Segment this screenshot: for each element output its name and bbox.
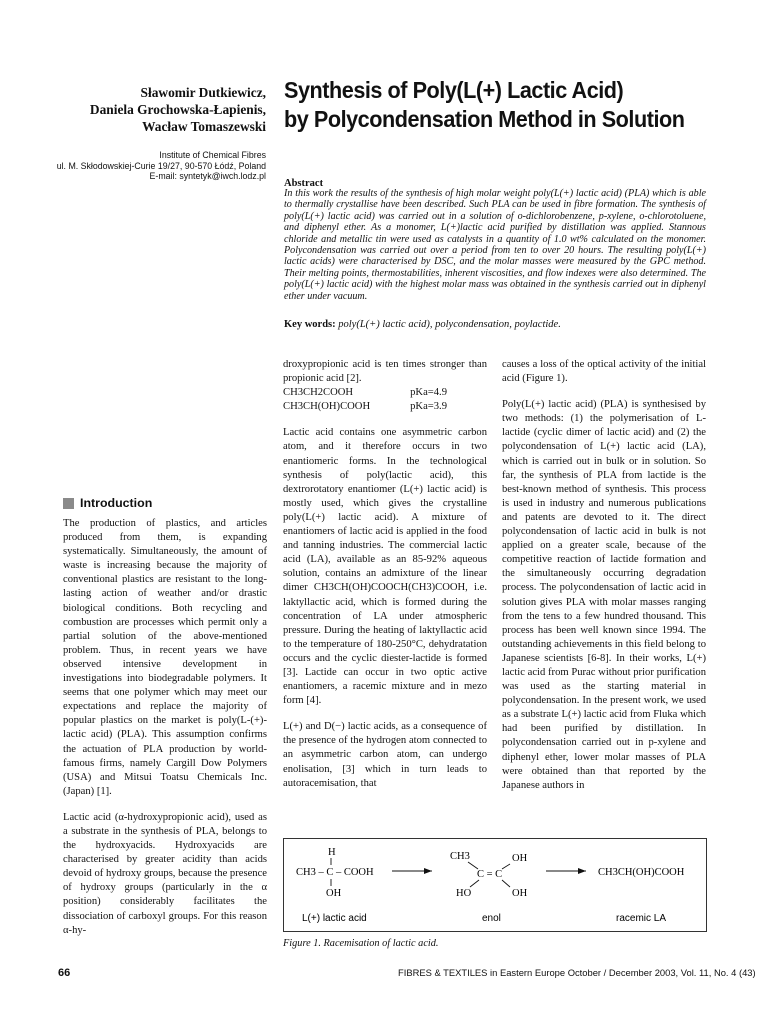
keywords-text: poly(L(+) lactic acid), polycondensation, poylactide.: [335, 319, 561, 330]
author-list: [40, 84, 266, 135]
affiliation-email: E-mail: syntetyk@iwch.lodz.pl: [149, 171, 266, 181]
racemisation-scheme: [284, 839, 706, 931]
column-1: [63, 517, 267, 950]
pka-row-2: [283, 400, 487, 414]
intro-paragraph-2: Lactic acid (α-hydroxypropionic acid), used as a substrate in the synthesis of PLA, belongs to the hydroxyacids. Hydroxyacids are characterised by greater acidity than acids devoid of hydroxy groups, because the presence of hydroxy groups (particularly in the α position) considerably facilitates the dissociation of carboxyl groups. For this reason α-hy-: [63, 811, 267, 936]
journal-footer: FIBRES & TEXTILES in Eastern Europe October / December 2003, Vol. 11, No. 4 (43): [398, 967, 756, 978]
col3-paragraph-0: causes a loss of the optical activity of the initial acid (Figure 1).: [502, 359, 706, 385]
affiliation-address: ul. M. Skłodowskiej-Curie 19/27, 90-570 Łódź, Poland: [56, 160, 266, 171]
enol-oh-top: OH: [512, 853, 528, 864]
left-h: H: [328, 847, 336, 858]
column-2: [283, 358, 487, 803]
keywords: [284, 319, 754, 330]
col2-paragraph-1: Lactic acid contains one asymmetric carbon atom, and it therefore occurs in two enantiomeric forms. In the technological synthesis of poly(lactic acid), this dextrorotatory enantiomer (L(+) lactic acid) is mostly used, which gives the crystalline poly(L(+) lactic acid). A mixture of enantiomers of lactic acid is applied in the food and tanning industries. The commercial lactic acid (LA), available as an 85-92% aqueous solution, contains an admixture of the linear dimer CH3CH(OH)COOCH(CH3)COOH, i.e. laktyllactic acid, which is formed during the concentration of LA under atmospheric pressure. During the heating of laktyllactic acid to the temperature of 180-250°C, dehydratation occurs and the cyclic diester-lactide is formed [3]. Lactide can occur in two optic active enantiomers, a racemic mixture and in mezo form [4].: [283, 427, 487, 707]
col2-paragraph-0: droxypropionic acid is ten times stronger than propionic acid [2].: [283, 359, 487, 385]
enol-oh-bottom: OH: [512, 888, 528, 899]
column-3: [502, 358, 706, 805]
left-oh: OH: [326, 888, 342, 899]
author-1: Sławomir Dutkiewicz,: [140, 85, 266, 100]
formula-lactic: CH3CH(OH)COOH: [283, 401, 371, 413]
figure-1-box: [283, 838, 707, 932]
label-enol: enol: [482, 913, 501, 924]
col3-paragraph-1: Poly(L(+) lactic acid) (PLA) is synthesised by two methods: (1) the polymerisation of L-lactide (cyclic dimer of lactic acid) and (2) the polycondensation of L(+) lactic acid (LA), which is carried out in bulk or in solution. So far, the synthesis of PLA from lactide is the best-known method of synthesis. This process is used in industry and numerous publications and patents are devoted to it. The direct polycondensation of lactic acid in bulk is not applied on a greater scale, because of the competitive reaction of lactide formation and the simultaneously occurring degradation process. The polycondensation of lactic acid in solution gives PLA with molar masses ranging from the tens to a few hundred thousand. This process has been well known since 1994. The outstanding achievements in this field belong to Japanese scientists [6-8]. In their works, L(+) lactic acid from Purac without prior purification was used as the starting material in polycondensation. In the present work, we used as a substrate L(+) lactic acid from Fluka which had been purified by distillation. In polycondensation carried out in p-xylene and diphenyl ether, lower molar masses of PLA were obtained than that reported by the Japanese authors in: [502, 399, 706, 791]
abstract-heading: Abstract: [284, 178, 324, 189]
introduction-heading-text: Introduction: [80, 496, 153, 510]
left-chain: CH3 – C – COOH: [296, 867, 374, 878]
figure-1-caption: Figure 1. Racemisation of lactic acid.: [283, 938, 439, 949]
label-racemic-la: racemic LA: [616, 913, 667, 924]
introduction-heading: [63, 496, 152, 510]
label-l-lactic-acid: L(+) lactic acid: [302, 913, 367, 924]
title-line-1: Synthesis of Poly(L(+) Lactic Acid): [284, 77, 624, 103]
section-square-icon: [63, 498, 74, 509]
formula-propionic: CH3CH2COOH: [283, 387, 354, 399]
col2-paragraph-2: L(+) and D(−) lactic acids, as a consequence of the presence of the hydrogen atom connected to an asymmetric carbon atom, can undergo enolisation, [3] which in turn leads to autoracemisation, that: [283, 721, 487, 789]
pka-value-1: pKa=4.9: [410, 387, 447, 399]
enol-ch3: CH3: [450, 851, 470, 862]
author-2: Daniela Grochowska-Łapienis,: [89, 102, 266, 117]
pka-row-1: [283, 386, 487, 400]
pka-value-2: pKa=3.9: [410, 401, 447, 413]
enol-center: C = C: [477, 869, 503, 880]
page-number: 66: [58, 967, 71, 979]
title-line-2: by Polycondensation Method in Solution: [284, 106, 685, 132]
enol-ho: HO: [456, 888, 472, 899]
paper-title: [284, 76, 716, 134]
intro-paragraph-1: The production of plastics, and articles produced from them, is expanding systematically. Simultaneously, the amount of waste is increasing because the majority of conventional plastics are resistant to the long-lasting action of weather and/or drastic biological conditions. Both recycling and combustion are processes which permit only a partial solution of the above-mentioned problem. Thus, in recent years we have observed intensive development in investigations into biodegradable polymers. It seems that one polymer which may meet our expectations and replace the majority of popular plastics on the market is poly(L-(+)-lactic acid) (PLA). This assumption confirms the actuation of PLA production by world-famous firms, namely Cargill Dow Polymers (USA) and Mitsui Toatsu Chemicals Inc. (Japan) [1].: [63, 518, 267, 797]
abstract-text: In this work the results of the synthesis of high molar weight poly(L(+) lactic acid) (PLA) which is able to thermally crystallise have been described. Such PLA can be used in fibre formation. The synthesis of poly(L(+) lactic acid) was carried out in a solution of o-dichlorobenzene, p-xylene, o-chlorotoluene, and diphenyl ether. As a monomer, L(+)lactic acid purified by distillation was applied. Stannous chloride and metallic tin were used as catalysts in a quantity of 1.0 wt% calculated on the monomer. Polycondensation was carried out over a period from ten to over 20 hours. The resulting poly(L(+) lactic acids) were characterised by DSC, and the molar masses were measured by the GPC method. Their melting points, thermostabilities, inherent viscosities, and flow indexes were also determined. The poly(L(+) lactic acid) with the highest molar mass was obtained in the synthesis carried out in diphenyl ether under vacuum.: [284, 188, 706, 302]
product-formula: CH3CH(OH)COOH: [598, 867, 685, 878]
affiliation-institute: Institute of Chemical Fibres: [159, 150, 266, 160]
author-3: Wacław Tomaszewski: [142, 119, 266, 134]
keywords-label: Key words:: [284, 319, 336, 330]
affiliation: [40, 150, 266, 182]
